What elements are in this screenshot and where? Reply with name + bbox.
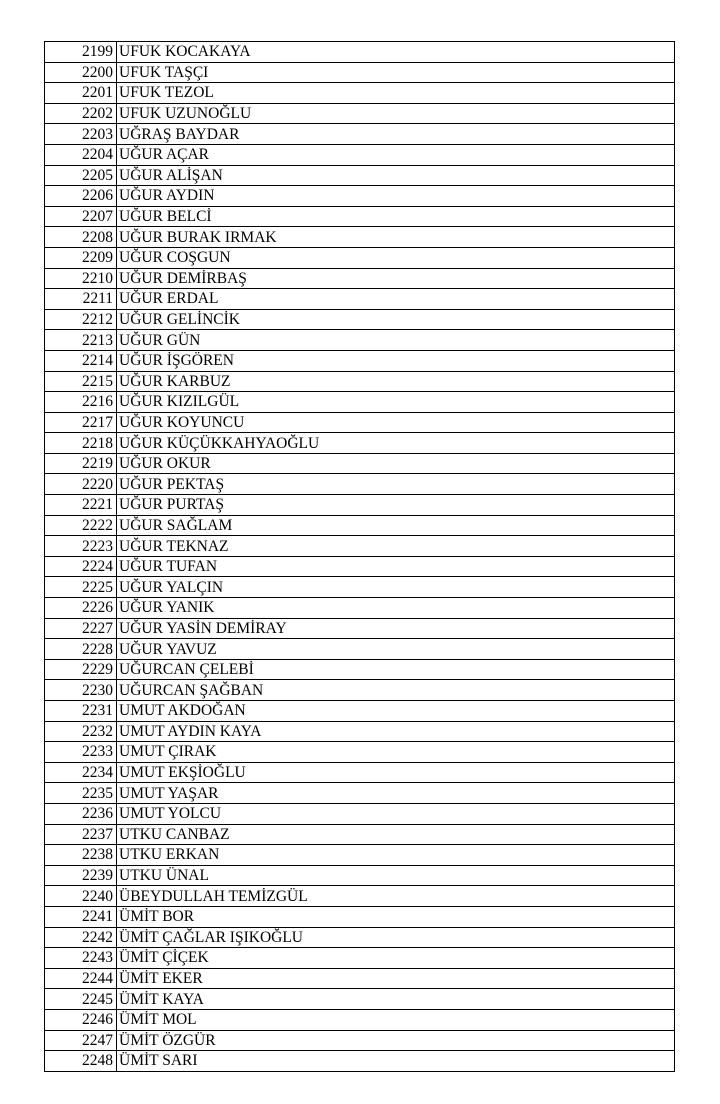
table-row [45,453,675,474]
name-list-body [45,42,675,1072]
row-number-cell: 2221 [45,495,117,516]
person-name-cell: UĞUR YALÇIN [117,577,675,598]
table-row [45,144,675,165]
row-number-cell: 2245 [45,989,117,1010]
person-name-cell: UMUT AKDOĞAN [117,701,675,722]
table-row [45,350,675,371]
row-number-cell: 2246 [45,1009,117,1030]
table-row [45,948,675,969]
table-row [45,371,675,392]
person-name-cell: UĞUR KÜÇÜKKAHYAOĞLU [117,433,675,454]
table-row [45,906,675,927]
row-number-cell: 2237 [45,824,117,845]
row-number-cell: 2231 [45,701,117,722]
table-row [45,227,675,248]
table-row [45,330,675,351]
person-name-cell: UĞUR KIZILGÜL [117,392,675,413]
row-number-cell: 2216 [45,392,117,413]
person-name-cell: UĞUR YANIK [117,598,675,619]
table-row [45,556,675,577]
row-number-cell: 2243 [45,948,117,969]
table-row [45,124,675,145]
table-row [45,103,675,124]
row-number-cell: 2208 [45,227,117,248]
row-number-cell: 2212 [45,309,117,330]
table-row [45,680,675,701]
table-row [45,845,675,866]
row-number-cell: 2199 [45,42,117,63]
row-number-cell: 2239 [45,865,117,886]
person-name-cell: ÜMİT MOL [117,1009,675,1030]
table-row [45,742,675,763]
person-name-cell: UĞRAŞ BAYDAR [117,124,675,145]
row-number-cell: 2247 [45,1030,117,1051]
table-row [45,1030,675,1051]
table-row [45,618,675,639]
row-number-cell: 2235 [45,783,117,804]
row-number-cell: 2238 [45,845,117,866]
person-name-cell: UĞUR KOYUNCU [117,412,675,433]
row-number-cell: 2229 [45,659,117,680]
person-name-cell: UĞUR ERDAL [117,289,675,310]
row-number-cell: 2207 [45,206,117,227]
table-row [45,165,675,186]
person-name-cell: UĞUR OKUR [117,453,675,474]
row-number-cell: 2205 [45,165,117,186]
table-row [45,783,675,804]
person-name-cell: UMUT AYDIN KAYA [117,721,675,742]
row-number-cell: 2244 [45,968,117,989]
person-name-cell: ÜMİT SARI [117,1051,675,1072]
table-row [45,206,675,227]
person-name-cell: UĞUR TUFAN [117,556,675,577]
table-row [45,289,675,310]
row-number-cell: 2200 [45,62,117,83]
table-row [45,536,675,557]
table-row [45,886,675,907]
table-row [45,495,675,516]
table-row [45,577,675,598]
row-number-cell: 2242 [45,927,117,948]
row-number-cell: 2203 [45,124,117,145]
person-name-cell: UFUK UZUNOĞLU [117,103,675,124]
person-name-cell: UMUT YOLCU [117,803,675,824]
row-number-cell: 2202 [45,103,117,124]
person-name-cell: UFUK TAŞÇI [117,62,675,83]
row-number-cell: 2230 [45,680,117,701]
person-name-cell: UĞURCAN ŞAĞBAN [117,680,675,701]
person-name-cell: UĞURCAN ÇELEBİ [117,659,675,680]
table-row [45,639,675,660]
row-number-cell: 2233 [45,742,117,763]
name-list-table [44,41,675,1072]
table-row [45,1009,675,1030]
person-name-cell: UĞUR SAĞLAM [117,515,675,536]
row-number-cell: 2214 [45,350,117,371]
person-name-cell: UĞUR COŞGUN [117,247,675,268]
row-number-cell: 2232 [45,721,117,742]
person-name-cell: UĞUR YAVUZ [117,639,675,660]
person-name-cell: ÜMİT ÇİÇEK [117,948,675,969]
row-number-cell: 2225 [45,577,117,598]
person-name-cell: UĞUR GÜN [117,330,675,351]
row-number-cell: 2227 [45,618,117,639]
person-name-cell: UMUT YAŞAR [117,783,675,804]
person-name-cell: UĞUR İŞGÖREN [117,350,675,371]
table-row [45,762,675,783]
person-name-cell: UFUK TEZOL [117,83,675,104]
person-name-cell: ÜMİT ÇAĞLAR IŞIKOĞLU [117,927,675,948]
person-name-cell: UĞUR AYDIN [117,186,675,207]
person-name-cell: ÜMİT KAYA [117,989,675,1010]
person-name-cell: UĞUR KARBUZ [117,371,675,392]
row-number-cell: 2220 [45,474,117,495]
row-number-cell: 2204 [45,144,117,165]
person-name-cell: ÜBEYDULLAH TEMİZGÜL [117,886,675,907]
table-row [45,309,675,330]
table-row [45,42,675,63]
table-row [45,989,675,1010]
row-number-cell: 2206 [45,186,117,207]
row-number-cell: 2222 [45,515,117,536]
person-name-cell: UĞUR DEMİRBAŞ [117,268,675,289]
person-name-cell: ÜMİT EKER [117,968,675,989]
person-name-cell: UMUT EKŞİOĞLU [117,762,675,783]
person-name-cell: ÜMİT BOR [117,906,675,927]
person-name-cell: UFUK KOCAKAYA [117,42,675,63]
person-name-cell: UĞUR TEKNAZ [117,536,675,557]
table-row [45,62,675,83]
table-row [45,865,675,886]
person-name-cell: UĞUR BURAK IRMAK [117,227,675,248]
person-name-cell: UĞUR AÇAR [117,144,675,165]
row-number-cell: 2217 [45,412,117,433]
table-row [45,392,675,413]
row-number-cell: 2224 [45,556,117,577]
row-number-cell: 2219 [45,453,117,474]
row-number-cell: 2226 [45,598,117,619]
row-number-cell: 2201 [45,83,117,104]
table-row [45,701,675,722]
table-row [45,433,675,454]
table-row [45,1051,675,1072]
row-number-cell: 2213 [45,330,117,351]
row-number-cell: 2240 [45,886,117,907]
row-number-cell: 2236 [45,803,117,824]
table-row [45,598,675,619]
table-row [45,515,675,536]
row-number-cell: 2211 [45,289,117,310]
table-row [45,721,675,742]
person-name-cell: UĞUR GELİNCİK [117,309,675,330]
person-name-cell: UTKU CANBAZ [117,824,675,845]
row-number-cell: 2241 [45,906,117,927]
person-name-cell: UĞUR YASİN DEMİRAY [117,618,675,639]
table-row [45,927,675,948]
person-name-cell: UĞUR PURTAŞ [117,495,675,516]
row-number-cell: 2215 [45,371,117,392]
row-number-cell: 2218 [45,433,117,454]
table-row [45,186,675,207]
table-row [45,474,675,495]
table-row [45,412,675,433]
table-row [45,968,675,989]
row-number-cell: 2228 [45,639,117,660]
row-number-cell: 2210 [45,268,117,289]
table-row [45,83,675,104]
person-name-cell: UTKU ÜNAL [117,865,675,886]
row-number-cell: 2248 [45,1051,117,1072]
row-number-cell: 2209 [45,247,117,268]
person-name-cell: UTKU ERKAN [117,845,675,866]
person-name-cell: UMUT ÇIRAK [117,742,675,763]
row-number-cell: 2223 [45,536,117,557]
person-name-cell: UĞUR PEKTAŞ [117,474,675,495]
table-row [45,659,675,680]
table-row [45,803,675,824]
person-name-cell: ÜMİT ÖZGÜR [117,1030,675,1051]
row-number-cell: 2234 [45,762,117,783]
table-row [45,268,675,289]
table-row [45,247,675,268]
table-row [45,824,675,845]
person-name-cell: UĞUR ALİŞAN [117,165,675,186]
person-name-cell: UĞUR BELCİ [117,206,675,227]
